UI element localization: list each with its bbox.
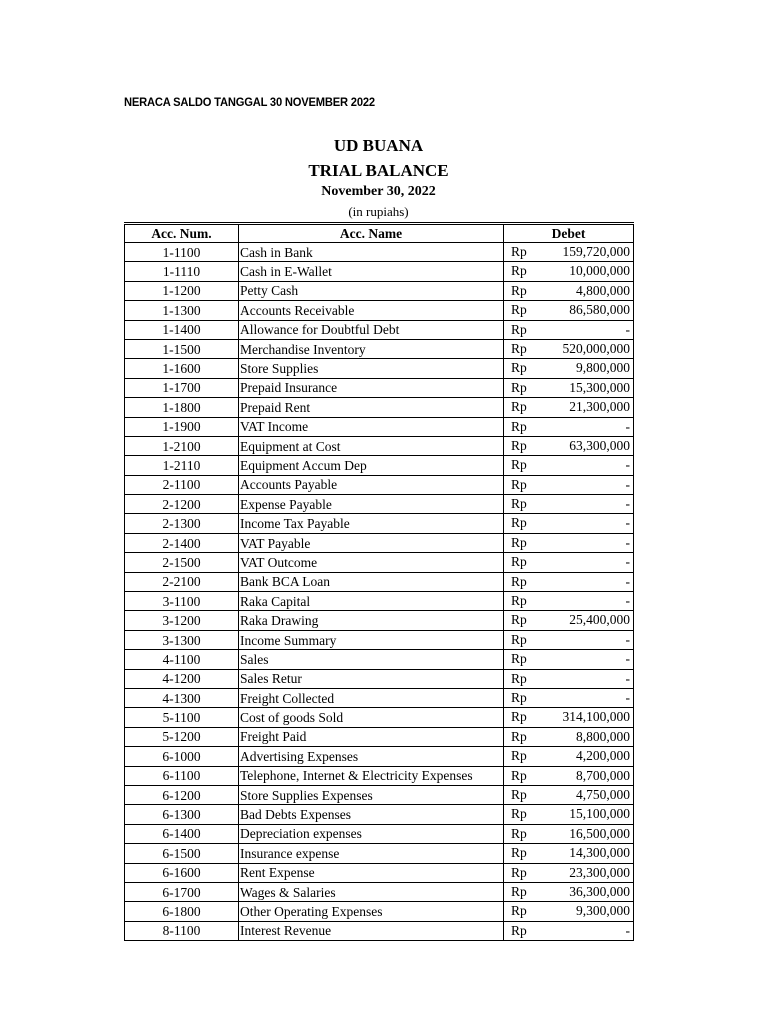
table-row [125,495,634,514]
acc-name-cell[interactable]: Income Tax Payable [239,514,504,533]
currency-label: Rp [511,321,527,337]
debit-cell[interactable] [504,688,634,707]
acc-num-cell[interactable]: 5-1100 [125,708,239,727]
currency-label: Rp [511,263,527,279]
debit-amount: - [625,496,630,512]
debit-amount: 25,400,000 [569,612,630,628]
debit-amount: 21,300,000 [569,399,630,415]
table-row [125,708,634,727]
debit-cell[interactable] [504,475,634,494]
acc-name-cell[interactable]: Cost of goods Sold [239,708,504,727]
acc-name-cell[interactable]: Equipment at Cost [239,436,504,455]
table-row [125,572,634,591]
acc-name-cell[interactable]: Telephone, Internet & Electricity Expenses [239,766,504,785]
currency-label: Rp [511,709,527,725]
acc-name-cell[interactable]: Prepaid Rent [239,398,504,417]
table-row [125,785,634,804]
acc-name-cell[interactable]: Freight Paid [239,727,504,746]
acc-num-cell[interactable]: 3-1100 [125,592,239,611]
currency-label: Rp [511,302,527,318]
currency-label: Rp [511,825,527,841]
acc-name-cell[interactable]: Allowance for Doubtful Debt [239,320,504,339]
debit-amount: 86,580,000 [569,302,630,318]
acc-num-cell[interactable]: 5-1200 [125,727,239,746]
acc-name-cell[interactable]: VAT Income [239,417,504,436]
debit-cell[interactable] [504,921,634,940]
acc-num-cell[interactable]: 4-1200 [125,669,239,688]
acc-num-cell[interactable]: 1-2110 [125,456,239,475]
table-row [125,630,634,649]
debit-cell[interactable] [504,747,634,766]
table-row [125,592,634,611]
acc-num-cell[interactable]: 1-1500 [125,339,239,358]
acc-num-cell[interactable]: 6-1400 [125,824,239,843]
acc-name-cell[interactable]: Expense Payable [239,495,504,514]
acc-num-cell[interactable]: 2-1100 [125,475,239,494]
acc-name-cell[interactable]: Income Summary [239,630,504,649]
acc-num-cell[interactable]: 3-1200 [125,611,239,630]
currency-label: Rp [511,593,527,609]
currency-label: Rp [511,340,527,356]
column-header-debit[interactable]: Debet [504,224,634,243]
acc-name-cell[interactable]: Sales [239,650,504,669]
acc-num-cell[interactable]: 1-1600 [125,359,239,378]
acc-num-cell[interactable]: 1-1700 [125,378,239,397]
debit-amount: 4,200,000 [576,748,630,764]
debit-amount: 4,800,000 [576,282,630,298]
currency-label: Rp [511,767,527,783]
debit-amount: 23,300,000 [569,864,630,880]
debit-amount: - [625,670,630,686]
debit-amount: 520,000,000 [562,340,630,356]
debit-cell[interactable] [504,727,634,746]
acc-name-cell[interactable]: Cash in E-Wallet [239,262,504,281]
acc-name-cell[interactable]: Sales Retur [239,669,504,688]
debit-cell[interactable] [504,669,634,688]
debit-amount: 36,300,000 [569,883,630,899]
debit-cell[interactable] [504,824,634,843]
currency-label: Rp [511,670,527,686]
acc-num-cell[interactable]: 2-2100 [125,572,239,591]
acc-num-cell[interactable]: 1-1200 [125,281,239,300]
table-row [125,824,634,843]
table-row [125,456,634,475]
debit-amount: 314,100,000 [562,709,630,725]
table-row [125,805,634,824]
currency-label: Rp [511,418,527,434]
table-row [125,844,634,863]
table-row [125,378,634,397]
debit-amount: - [625,593,630,609]
debit-cell[interactable] [504,805,634,824]
debit-cell[interactable] [504,630,634,649]
acc-num-cell[interactable]: 1-1110 [125,262,239,281]
column-header-acc-name[interactable]: Acc. Name [239,224,504,243]
debit-cell[interactable] [504,495,634,514]
acc-num-cell[interactable]: 6-1100 [125,766,239,785]
debit-amount: - [625,573,630,589]
report-title: TRIAL BALANCE [308,161,449,180]
acc-name-cell[interactable]: Accounts Payable [239,475,504,494]
acc-num-cell[interactable]: 2-1200 [125,495,239,514]
debit-amount: 15,100,000 [569,806,630,822]
currency-label: Rp [511,379,527,395]
debit-cell[interactable] [504,301,634,320]
column-header-acc-num[interactable]: Acc. Num. [125,224,239,243]
acc-num-cell[interactable]: 6-1600 [125,863,239,882]
company-name: UD BUANA [333,136,424,155]
acc-num-cell[interactable]: 6-1000 [125,747,239,766]
sheet-heading: NERACA SALDO TANGGAL 30 NOVEMBER 2022 [124,95,375,109]
acc-name-cell[interactable]: Depreciation expenses [239,824,504,843]
debit-amount: 159,720,000 [562,244,630,259]
table-row [125,436,634,455]
debit-amount: - [625,515,630,531]
acc-num-cell[interactable]: 1-1400 [125,320,239,339]
debit-cell[interactable] [504,378,634,397]
debit-cell[interactable] [504,514,634,533]
debit-cell[interactable] [504,398,634,417]
acc-name-cell[interactable]: Bank BCA Loan [239,572,504,591]
debit-amount: - [625,321,630,337]
debit-cell[interactable] [504,436,634,455]
table-row [125,514,634,533]
currency-label: Rp [511,806,527,822]
table-row [125,863,634,882]
debit-cell[interactable] [504,611,634,630]
table-header-row [125,224,634,243]
acc-name-cell[interactable]: Store Supplies Expenses [239,785,504,804]
currency-label: Rp [511,534,527,550]
debit-cell[interactable] [504,281,634,300]
currency-label: Rp [511,496,527,512]
debit-amount: 9,300,000 [576,903,630,919]
currency-label: Rp [511,883,527,899]
currency-label: Rp [511,457,527,473]
table-row [125,398,634,417]
debit-amount: 10,000,000 [569,263,630,279]
acc-name-cell[interactable]: Petty Cash [239,281,504,300]
acc-name-cell[interactable]: Merchandise Inventory [239,339,504,358]
debit-amount: 8,800,000 [576,728,630,744]
debit-amount: - [625,476,630,492]
acc-name-cell[interactable]: Prepaid Insurance [239,378,504,397]
acc-name-cell[interactable]: Freight Collected [239,688,504,707]
acc-name-cell[interactable]: Insurance expense [239,844,504,863]
acc-name-cell[interactable]: Interest Revenue [239,921,504,940]
debit-cell[interactable] [504,572,634,591]
table-row [125,766,634,785]
currency-label: Rp [511,399,527,415]
table-row [125,669,634,688]
debit-amount: - [625,418,630,434]
debit-cell[interactable] [504,592,634,611]
table-row [125,339,634,358]
table-row [125,281,634,300]
acc-name-cell[interactable]: Rent Expense [239,863,504,882]
debit-cell[interactable] [504,766,634,785]
debit-amount: 15,300,000 [569,379,630,395]
currency-label: Rp [511,864,527,880]
debit-cell[interactable] [504,456,634,475]
report-units: (in rupiahs) [348,204,409,219]
table-row [125,650,634,669]
debit-cell[interactable] [504,553,634,572]
table-row [125,359,634,378]
debit-amount: 4,750,000 [576,786,630,802]
currency-label: Rp [511,651,527,667]
table-row [125,553,634,572]
currency-label: Rp [511,748,527,764]
acc-num-cell[interactable]: 6-1500 [125,844,239,863]
debit-amount: 14,300,000 [569,845,630,861]
currency-label: Rp [511,573,527,589]
debit-amount: 63,300,000 [569,437,630,453]
table-row [125,533,634,552]
acc-num-cell[interactable]: 6-1200 [125,785,239,804]
currency-label: Rp [511,476,527,492]
debit-amount: - [625,554,630,570]
currency-label: Rp [511,786,527,802]
debit-amount: - [625,534,630,550]
acc-name-cell[interactable]: Advertising Expenses [239,747,504,766]
table-row [125,417,634,436]
acc-num-cell[interactable]: 4-1300 [125,688,239,707]
debit-amount: - [625,651,630,667]
table-row [125,611,634,630]
acc-name-cell[interactable]: Bad Debts Expenses [239,805,504,824]
debit-cell[interactable] [504,320,634,339]
acc-num-cell[interactable]: 1-2100 [125,436,239,455]
acc-num-cell[interactable]: 1-1100 [125,243,239,262]
table-row [125,902,634,921]
acc-num-cell[interactable]: 6-1800 [125,902,239,921]
acc-num-cell[interactable]: 2-1500 [125,553,239,572]
debit-cell[interactable] [504,863,634,882]
table-row [125,475,634,494]
acc-num-cell[interactable]: 4-1100 [125,650,239,669]
debit-cell[interactable] [504,359,634,378]
acc-num-cell[interactable]: 6-1700 [125,882,239,901]
currency-label: Rp [511,903,527,919]
table-row [125,882,634,901]
acc-num-cell[interactable]: 2-1400 [125,533,239,552]
debit-amount: 16,500,000 [569,825,630,841]
currency-label: Rp [511,689,527,705]
debit-cell[interactable] [504,417,634,436]
currency-label: Rp [511,845,527,861]
currency-label: Rp [511,612,527,628]
currency-label: Rp [511,515,527,531]
currency-label: Rp [511,282,527,298]
debit-cell[interactable] [504,708,634,727]
debit-amount: - [625,631,630,647]
acc-name-cell[interactable]: Equipment Accum Dep [239,456,504,475]
debit-cell[interactable] [504,785,634,804]
currency-label: Rp [511,554,527,570]
debit-amount: - [625,689,630,705]
currency-label: Rp [511,244,527,259]
acc-name-cell[interactable]: VAT Outcome [239,553,504,572]
acc-name-cell[interactable]: Other Operating Expenses [239,902,504,921]
debit-amount: - [625,457,630,473]
debit-cell[interactable] [504,882,634,901]
debit-cell[interactable] [504,844,634,863]
debit-amount: 9,800,000 [576,360,630,376]
table-row [125,747,634,766]
acc-num-cell[interactable]: 1-1900 [125,417,239,436]
debit-cell[interactable] [504,650,634,669]
currency-label: Rp [511,360,527,376]
debit-amount: 8,700,000 [576,767,630,783]
debit-cell[interactable] [504,262,634,281]
table-row [125,727,634,746]
report-date: November 30, 2022 [321,184,436,199]
currency-label: Rp [511,437,527,453]
acc-name-cell[interactable]: Wages & Salaries [239,882,504,901]
acc-num-cell[interactable]: 3-1300 [125,630,239,649]
debit-cell[interactable] [504,533,634,552]
table-row [125,921,634,940]
acc-num-cell[interactable]: 1-1800 [125,398,239,417]
acc-num-cell[interactable]: 6-1300 [125,805,239,824]
table-row [125,301,634,320]
debit-cell[interactable] [504,902,634,921]
acc-num-cell[interactable]: 8-1100 [125,921,239,940]
debit-cell[interactable] [504,243,634,262]
trial-balance-table [124,222,634,941]
table-row [125,243,634,262]
acc-name-cell[interactable]: Raka Drawing [239,611,504,630]
acc-name-cell[interactable]: Accounts Receivable [239,301,504,320]
currency-label: Rp [511,631,527,647]
acc-name-cell[interactable]: Raka Capital [239,592,504,611]
acc-num-cell[interactable]: 2-1300 [125,514,239,533]
table-row [125,320,634,339]
table-row [125,688,634,707]
currency-label: Rp [511,922,527,938]
acc-name-cell[interactable]: VAT Payable [239,533,504,552]
table-row [125,262,634,281]
acc-num-cell[interactable]: 1-1300 [125,301,239,320]
debit-cell[interactable] [504,339,634,358]
acc-name-cell[interactable]: Store Supplies [239,359,504,378]
debit-amount: - [625,922,630,938]
acc-name-cell[interactable]: Cash in Bank [239,243,504,262]
table-body [125,243,634,941]
currency-label: Rp [511,728,527,744]
